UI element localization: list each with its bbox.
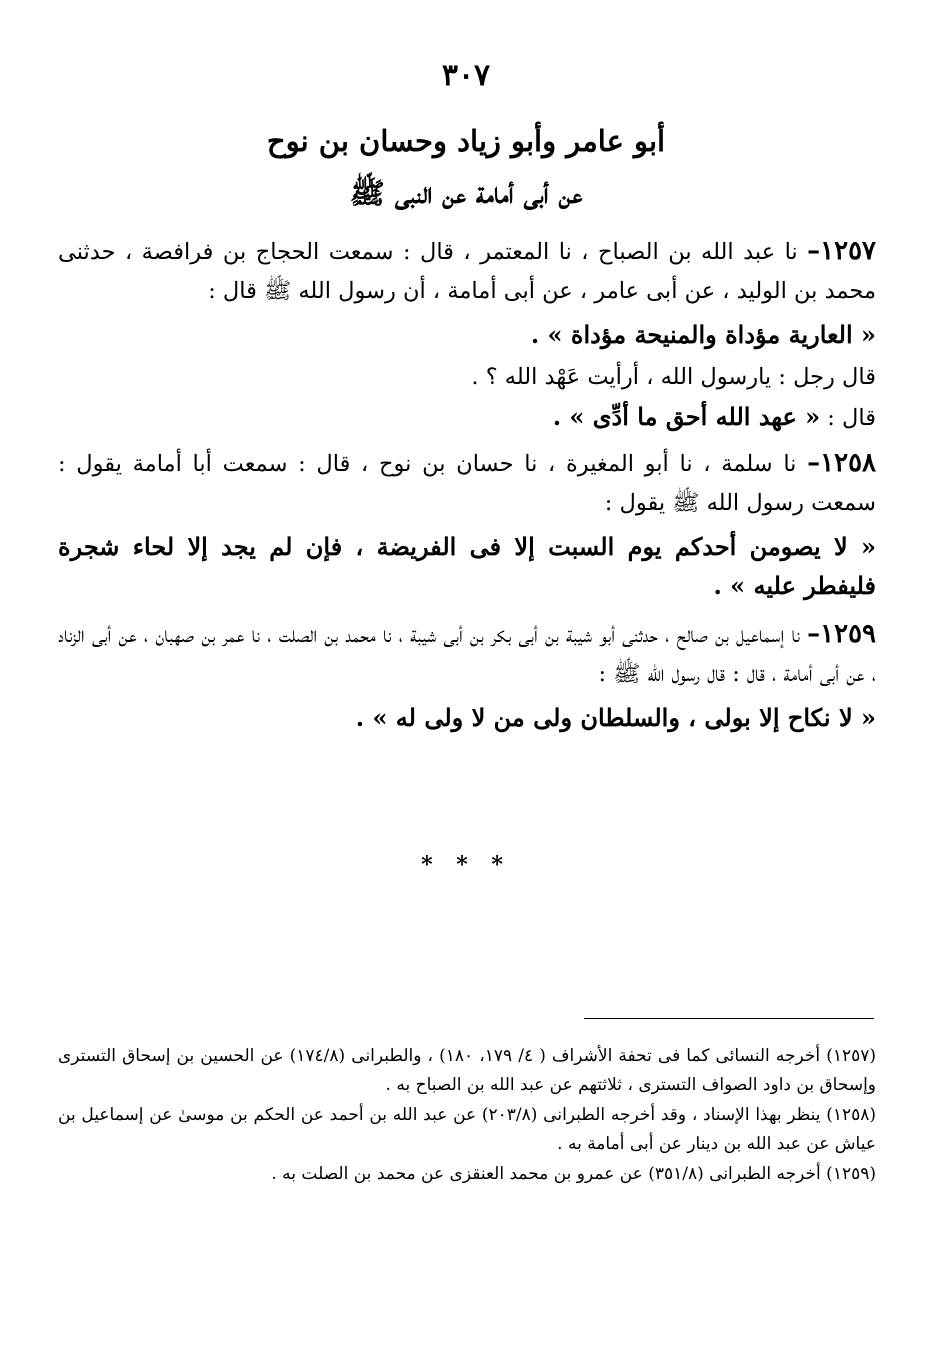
answer-prefix: قال : [820,405,876,431]
hadith-1257-answer [58,397,876,438]
footnote-rule [584,1018,874,1019]
footnotes [58,1042,876,1191]
page-number: ٣٠٧ [441,58,491,93]
hadith-1257-matn: « العارية مؤداة والمنيحة مؤداة » . [530,320,876,349]
hadith-1257-question: قال رجل : يارسول الله ، أرأيت عَهْد الله ؟ . [471,364,876,390]
footnote-1257: (١٢٥٧) أخرجه النسائى كما فى تحفة الأشراف ( ٤/ ١٧٩، ١٨٠) ، والطبرانى (١٧٤/٨) عن الحسين بن إسحاق التسترى وإسحاق بن داود الصواف التسترى ، ثلاثتهم عن عبد الله بن الصباح به . [58,1046,876,1095]
footnote-1259: (١٢٥٩) أخرجه الطبرانى (٣٥١/٨) عن عمرو بن محمد العنقزى عن محمد بن الصلت به . [271,1164,876,1184]
footnote-1258: (١٢٥٨) ينظر بهذا الإسناد ، وقد أخرجه الطبرانى (٢٠٣/٨) عن عبد الله بن أحمد عن الحكم بن موسىٰ عن إسماعيل بن عياش عن عبد الله بن دينار عن أبى أمامة به . [58,1105,877,1154]
hadith-1259-matn: « لا نكاح إلا بولى ، والسلطان ولى من لا ولى له » . [355,703,876,732]
section-separator: * * * [421,852,511,878]
hadith-body [58,232,876,741]
isnad-text: نا سلمة ، نا أبو المغيرة ، نا حسان بن نوح ، قال : سمعت أبا أمامة يقول : سمعت رسول الله ﷺ يقول : [58,451,876,516]
hadith-number: ١٢٥٩– [807,619,876,649]
isnad-text: نا إسماعيل بن صالح ، حدثنى أبو شيبة بن أبى بكر بن أبى شيبة ، نا محمد بن الصلت ، نا عمر بن صهبان ، عن أبى الزناد ، عن أبى أمامة ، قال : قال رسول الله ﷺ : [58,622,876,687]
hadith-1258-isnad [58,444,876,523]
isnad-text: نا عبد الله بن الصباح ، نا المعتمر ، قال : سمعت الحجاج بن فرافصة ، حدثنى محمد بن الوليد ، عن أبى عامر ، عن أبى أمامة ، أن رسول الله ﷺ قال : [58,239,876,304]
chapter-title-line-1: أبو عامر وأبو زياد وحسان بن نوح [266,124,666,158]
hadith-number: ١٢٥٨– [807,448,876,478]
answer-text: « عهد الله أحق ما أدِّى » . [552,402,821,431]
hadith-1258-matn: « لا يصومن أحدكم يوم السبت إلا فى الفريضة ، فإن لم يجد إلا لحاء شجرة فليفطر عليه » . [58,532,876,600]
chapter-title-line-2: عن أبى أمامة عن النبى ﷺ [349,176,583,210]
hadith-1257-isnad [58,232,876,311]
hadith-1259-isnad [58,615,876,694]
hadith-number: ١٢٥٧– [807,236,877,266]
